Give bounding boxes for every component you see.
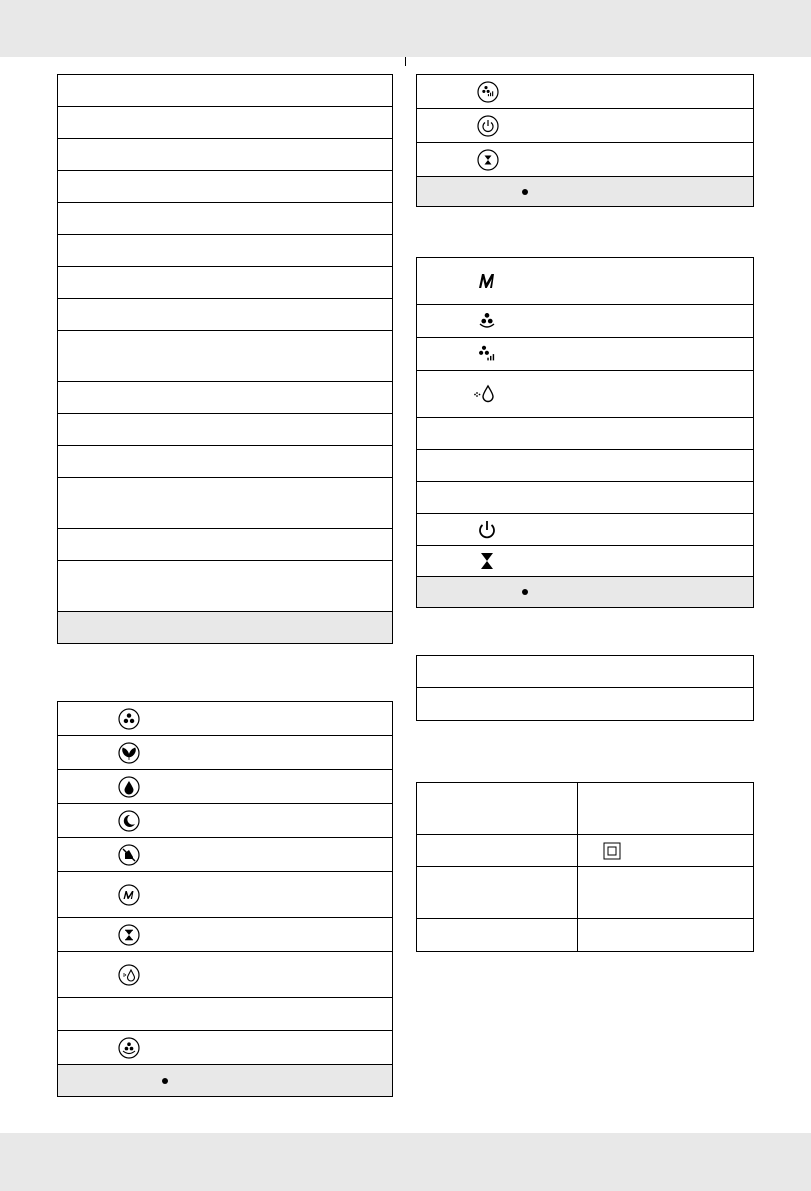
- table-5: [416, 655, 754, 721]
- fan-level-icon: [477, 344, 497, 364]
- table-row: [58, 414, 392, 446]
- table-footer-row: [417, 177, 753, 206]
- table-row: [417, 371, 753, 418]
- table-row: [417, 75, 753, 109]
- table-row: [58, 331, 392, 382]
- fan-icon: [118, 1037, 140, 1059]
- fan-speed-icon: [118, 708, 140, 730]
- sound-off-icon: [118, 844, 140, 866]
- table-footer-row: [58, 1065, 392, 1096]
- top-band: [0, 0, 811, 57]
- table-row: [417, 688, 753, 720]
- table-1: [57, 74, 393, 644]
- manual-mode-icon: [118, 884, 140, 906]
- table-row: [417, 514, 753, 546]
- bullet-dot: [162, 1078, 168, 1084]
- table-row: [58, 75, 392, 107]
- table-2: [57, 701, 393, 1097]
- table-row: [58, 446, 392, 478]
- table-row: [58, 235, 392, 267]
- table-row: [58, 736, 392, 770]
- table-6: [416, 782, 754, 952]
- table-row: [417, 143, 753, 177]
- table-row: [417, 258, 753, 305]
- table-row: [417, 418, 753, 450]
- table-row: [58, 529, 392, 561]
- manual-mode-icon: [477, 271, 497, 291]
- table-row: [417, 109, 753, 143]
- leaf-icon: [118, 742, 140, 764]
- power-icon: [477, 520, 497, 540]
- table-row: [58, 872, 392, 918]
- table-row: [58, 299, 392, 331]
- timer-icon: [118, 924, 140, 946]
- table-row: [58, 952, 392, 998]
- table-row: [417, 305, 753, 338]
- timer-icon: [477, 149, 499, 171]
- table-row: [417, 835, 753, 867]
- table-footer-row: [417, 577, 753, 607]
- bullet-dot: [522, 189, 528, 195]
- table-row: [58, 561, 392, 612]
- table-row: [58, 838, 392, 872]
- table-4: [416, 257, 754, 608]
- class-ii-symbol: [603, 842, 621, 860]
- power-icon: [477, 115, 499, 137]
- table-row: [58, 171, 392, 203]
- crop-mark: [405, 57, 406, 66]
- table-row: [58, 804, 392, 838]
- table-row: [417, 783, 753, 835]
- table-row: [417, 450, 753, 482]
- mist-icon: [473, 383, 497, 405]
- table-row: [58, 770, 392, 804]
- fan-level-icon: [477, 81, 499, 103]
- timer-icon: [477, 551, 497, 571]
- table-row: [58, 382, 392, 414]
- table-row: [417, 482, 753, 514]
- moon-icon: [118, 810, 140, 832]
- table-row: [417, 546, 753, 577]
- table-row: [58, 1031, 392, 1065]
- table-row: [417, 656, 753, 688]
- table-row: [58, 478, 392, 529]
- mist-icon: [118, 964, 140, 986]
- table-row: [58, 918, 392, 952]
- table-row: [58, 998, 392, 1031]
- fan-icon: [477, 311, 497, 331]
- table-row: [58, 267, 392, 299]
- table-row: [417, 338, 753, 371]
- table-row: [58, 139, 392, 171]
- water-drop-icon: [118, 776, 140, 798]
- table-row: [58, 107, 392, 139]
- table-row: [417, 919, 753, 951]
- table-footer-row: [58, 612, 392, 643]
- bullet-dot: [522, 589, 528, 595]
- table-3: [416, 74, 754, 207]
- bottom-band: [0, 1133, 811, 1191]
- table-row: [58, 203, 392, 235]
- table-row: [58, 702, 392, 736]
- table-row: [417, 867, 753, 919]
